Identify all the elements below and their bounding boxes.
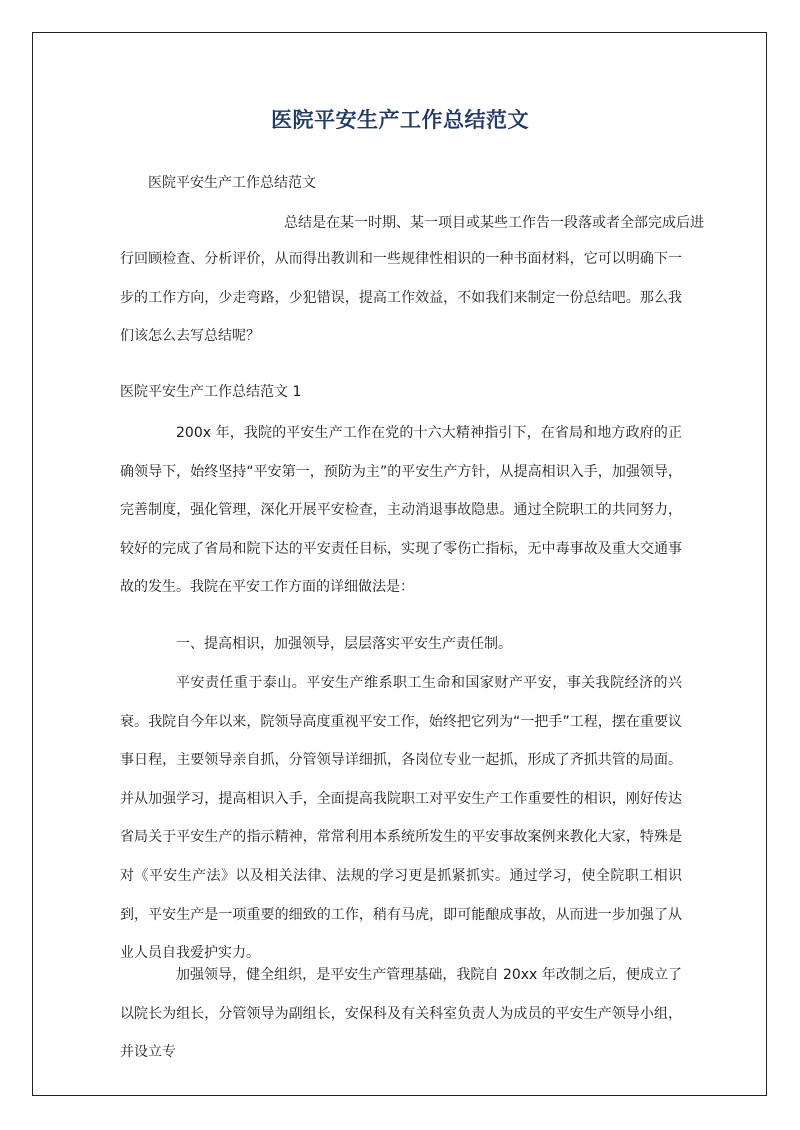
body-paragraph-4: 加强领导，健全组织，是平安生产管理基础，我院自 20xx 年改制之后，便成立了以院长为组长，分管领导为副组长，安保科及有关科室负责人为成员的平安生产领导小组，并设立专: [120, 967, 682, 1061]
section-heading: 医院平安生产工作总结范文 1: [120, 384, 302, 400]
body-paragraph-2: 一、提高相识，加强领导，层层落实平安生产责任制。: [176, 636, 512, 652]
document-title: 医院平安生产工作总结范文: [271, 108, 529, 132]
body-paragraph-1: 200x 年，我院的平安生产工作在党的十六大精神指引下，在省局和地方政府的正确领导下，始终坚持“平安第一，预防为主”的平安生产方针，从提高相识入手，加强领导，完善制度，强化管理，深化开展平安检查，主动消退事故隐患。通过全院职工的共同努力，较好的完成了省局和院下达的平安责任目标，实现了零伤亡指标，无中毒事故及重大交通事故的发生。我院在平安工作方面的详细做法是：: [120, 425, 682, 596]
intro-first-line: 总结是在某一时期、某一项目或某些工作告一段落或者全部完成后进: [284, 215, 704, 231]
intro-paragraph: 行回顾检查、分析评价，从而得出教训和一些规律性相识的一种书面材料，它可以明确下一步的工作方向，少走弯路，少犯错误，提高工作效益，不如我们来制定一份总结吧。那么我们该怎么去写总结呢？: [120, 251, 682, 345]
document-subtitle: 医院平安生产工作总结范文: [148, 175, 316, 191]
body-paragraph-3: 平安责任重于泰山。平安生产维系职工生命和国家财产平安，事关我院经济的兴衰。我院自今年以来，院领导高度重视平安工作，始终把它列为“一把手”工程，摆在重要议事日程，主要领导亲自抓，分管领导详细抓，各岗位专业一起抓，形成了齐抓共管的局面。并从加强学习，提高相识入手，全面提高我院职工对平安生产工作重要性的相识，刚好传达省局关于平安生产的指示精神，常常利用本系统所发生的平安事故案例来教化大家，特殊是对《平安生产法》以及相关法律、法规的学习更是抓紧抓实。通过学习，使全院职工相识到，平安生产是一项重要的细致的工作，稍有马虎，即可能酿成事故，从而进一步加强了从业人员自我爱护实力。: [120, 675, 682, 962]
